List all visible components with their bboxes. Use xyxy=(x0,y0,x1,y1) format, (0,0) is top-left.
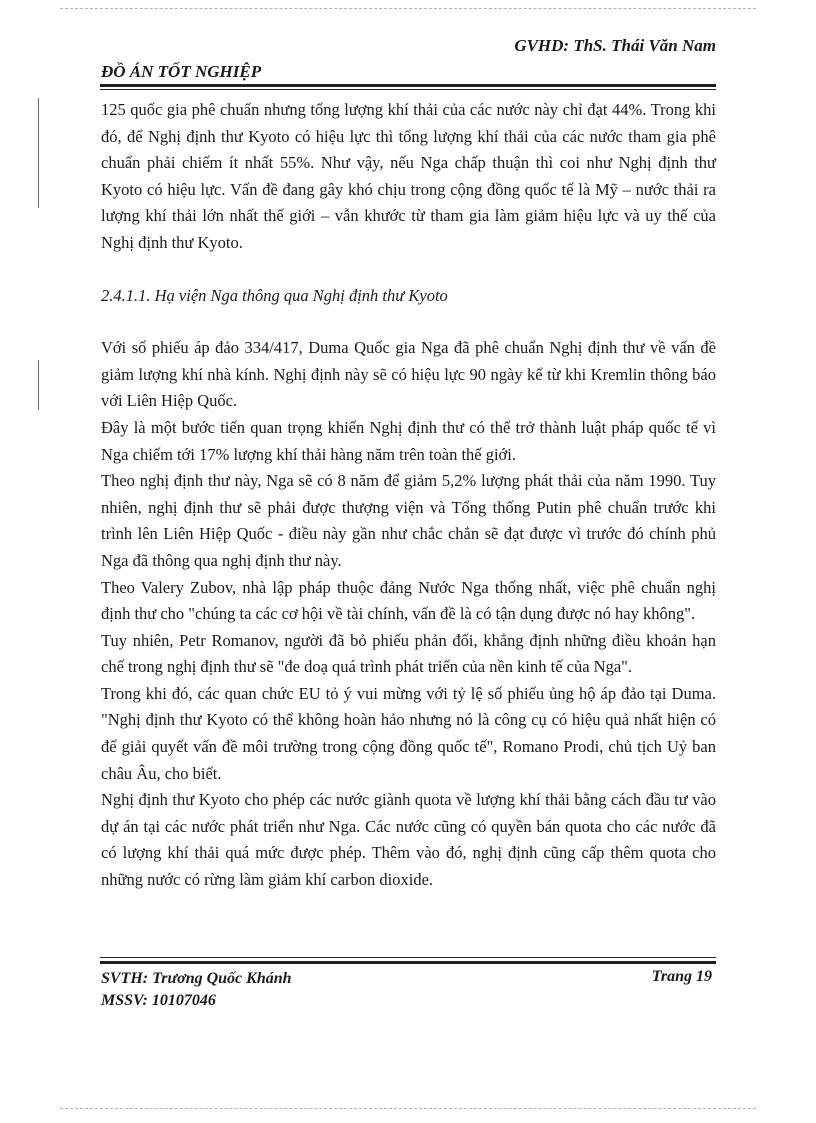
scan-border-bottom xyxy=(60,1108,756,1109)
body-paragraph: Tuy nhiên, Petr Romanov, người đã bỏ phiếu phản đối, khẳng định những điều khoản hạn chế trong nghị định thư sẽ "đe doạ quá trình phát triển của nền kinh tế của Nga". xyxy=(101,630,716,677)
body-paragraph: Đây là một bước tiến quan trọng khiến Nghị định thư có thể trở thành luật pháp quốc tế vì Nga chiếm tới 17% lượng khí thải hàng năm trên toàn thế giới. xyxy=(101,417,716,464)
footer-rule-thin xyxy=(100,957,716,958)
body-paragraph: Theo nghị định thư này, Nga sẽ có 8 năm để giảm 5,2% lượng phát thải của năm 1990. Tuy nhiên, nghị định thư sẽ phải được thượng viện và Tổng thống Putin phê chuẩn trước khi trình lên Liên Hiệp Quốc - điều này gần như chắc chắn sẽ đạt được vì trước đó chính phủ Nga đã thông qua nghị định thư này. xyxy=(101,471,716,570)
student-id: MSSV: 10107046 xyxy=(101,992,216,1009)
body-paragraph: Theo Valery Zubov, nhà lập pháp thuộc đảng Nước Nga thống nhất, việc phê chuẩn nghị định thư cho "chúng ta các cơ hội về tài chính, vấn đề là có tận dụng được nó hay không". xyxy=(101,577,716,624)
body-paragraph: Với số phiếu áp đảo 334/417, Duma Quốc gia Nga đã phê chuẩn Nghị định thư về vấn đề giảm lượng khí nhà kính. Nghị định này sẽ có hiệu lực 90 ngày kể từ khi Kremlin thông báo với Liên Hiệp Quốc. xyxy=(101,338,716,411)
header-rule-thin xyxy=(100,89,716,90)
body-paragraph: Nghị định thư Kyoto cho phép các nước giành quota về lượng khí thải bằng cách đầu tư vào dự án tại các nước phát triển như Nga. Các nước cũng có quyền bán quota cho các nước đã có lượng khí thải quá mức được phép. Thêm vào đó, nghị định cũng cấp thêm quota cho những nước có rừng làm giảm khí carbon dioxide. xyxy=(101,790,716,890)
document-title: ĐỒ ÁN TỐT NGHIỆP xyxy=(101,62,262,81)
scan-border-top xyxy=(60,8,756,9)
footer-student-block xyxy=(101,968,292,1012)
intro-paragraph: 125 quốc gia phê chuẩn nhưng tổng lượng khí thải của các nước này chỉ đạt 44%. Trong khi đó, để Nghị định thư Kyoto có hiệu lực thì tổng lượng khí thải của các nước tham gia phê chuẩn phải chiếm ít nhất 55%. Như vậy, nếu Nga chấp thuận thì coi như Nghị định thư Kyoto có hiệu lực. Vấn đề đang gây khó chịu trong cộng đồng quốc tế là Mỹ – nước thải ra lượng khí thải lớn nhất thế giới – vẫn khước từ tham gia làm giảm hiệu lực và uy thế của Nghị định thư Kyoto. xyxy=(101,100,716,252)
footer-rule xyxy=(100,961,716,964)
header-rule xyxy=(100,84,716,87)
body-paragraph: Trong khi đó, các quan chức EU tỏ ý vui mừng với tỷ lệ số phiếu ủng hộ áp đảo tại Duma. "Nghị định thư Kyoto có thể không hoàn hảo nhưng nó là công cụ có hiệu quả nhất hiện có để giải quyết vấn đề môi trường trong cộng đồng quốc tế", Romano Prodi, chủ tịch Uỷ ban châu Âu, cho biết. xyxy=(101,683,716,783)
supervisor-label: GVHD: ThS. Thái Văn Nam xyxy=(514,36,716,55)
margin-mark xyxy=(38,98,39,208)
page-content xyxy=(101,97,716,894)
margin-mark xyxy=(38,360,39,410)
section-heading: 2.4.1.1. Hạ viện Nga thông qua Nghị định thư Kyoto xyxy=(101,285,448,305)
student-name: SVTH: Trương Quốc Khánh xyxy=(101,970,292,987)
page-number: Trang 19 xyxy=(651,968,712,985)
